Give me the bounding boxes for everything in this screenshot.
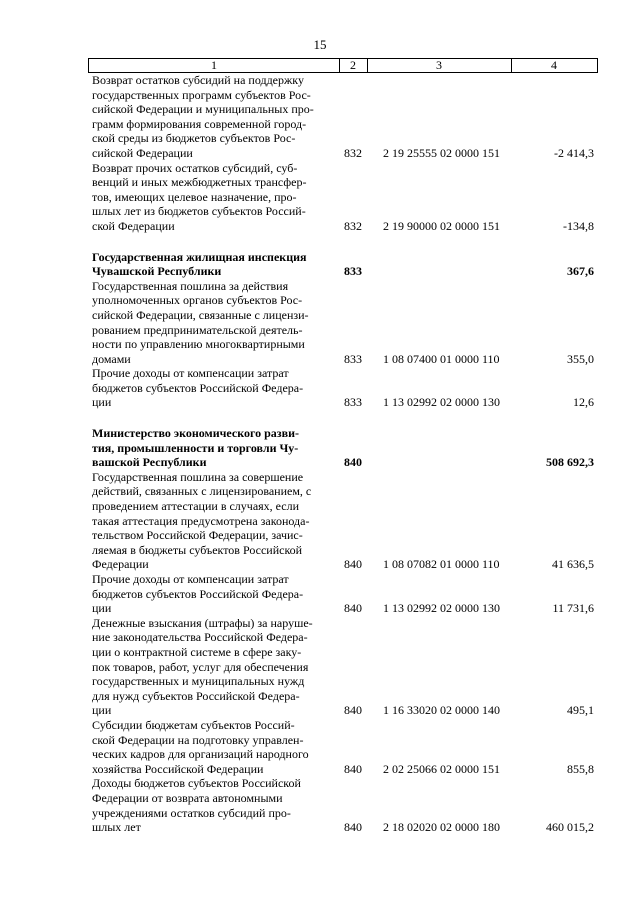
description-line: сийской Федерации и муниципальных про-	[92, 102, 314, 117]
description-line: Государственная пошлина за совершение	[92, 469, 304, 484]
description-line: ской Федерации на подготовку управлен-	[92, 732, 304, 747]
description-line: учреждениями остатков субсидий про-	[92, 805, 291, 820]
table-row	[0, 776, 640, 834]
row-code: 840	[344, 761, 362, 776]
description-line: Прочие доходы от компенсации затрат	[92, 572, 289, 586]
row-amount: 495,1	[567, 703, 594, 718]
row-kbk: 1 08 07400 01 0000 110	[383, 351, 500, 366]
row-code: 832	[344, 145, 362, 160]
description-line: ляемая в бюджеты субъектов Российской	[92, 542, 303, 557]
row-description	[92, 776, 338, 834]
description-line: Прочие доходы от компенсации затрат	[92, 366, 289, 381]
description-line: ции	[92, 395, 112, 410]
description-line: проведением аттестации в случаях, если	[92, 499, 300, 514]
description-line: Государственная жилищная инспекция	[92, 249, 307, 264]
description-line: уполномоченных органов субъектов Рос-	[92, 293, 303, 308]
description-line: для нужд субъектов Российской Федера-	[92, 688, 300, 703]
table-row	[0, 718, 640, 776]
description-line: хозяйства Российской Федерации	[92, 761, 264, 776]
description-line: ние законодательства Российской Федера-	[92, 630, 308, 645]
row-code: 833	[344, 264, 362, 279]
description-line: Федерации от возврата автономными	[92, 790, 283, 805]
description-line: ской среды из бюджетов субъектов Рос-	[92, 131, 296, 146]
description-line: Федерации	[92, 557, 149, 572]
description-line: венций и иных межбюджетных трансфер-	[92, 175, 307, 190]
description-line: ческих кадров для организаций народного	[92, 747, 309, 762]
description-line: Доходы бюджетов субъектов Российской	[92, 776, 301, 791]
description-line: такая аттестация предусмотрена законода-	[92, 513, 310, 528]
row-code: 833	[344, 395, 362, 410]
description-line: сийской Федерации, связанные с лицензи-	[92, 307, 309, 322]
row-description	[92, 572, 338, 616]
description-line: тельством Российской Федерации, зачис-	[92, 528, 303, 543]
description-line: шлых лет из бюджетов субъектов Россий-	[92, 204, 306, 219]
table-header-row	[88, 58, 598, 73]
description-line: ции	[92, 601, 112, 616]
row-description	[92, 426, 338, 470]
row-description	[92, 718, 338, 776]
row-code: 840	[344, 557, 362, 572]
row-kbk: 1 16 33020 02 0000 140	[383, 703, 500, 718]
organization-row	[0, 426, 640, 470]
table-row	[0, 73, 640, 161]
description-line: грамм формирования современной город-	[92, 116, 307, 131]
table-body	[0, 73, 640, 835]
row-description	[92, 250, 338, 279]
row-amount: 367,6	[567, 264, 594, 279]
description-line: домами	[92, 351, 131, 366]
row-code: 840	[344, 703, 362, 718]
row-amount: 41 636,5	[552, 557, 594, 572]
row-amount: -134,8	[563, 218, 594, 233]
header-col-4: 4	[551, 58, 557, 72]
description-line: государственных и муниципальных нужд	[92, 674, 305, 689]
table-row	[0, 470, 640, 572]
row-description	[92, 73, 338, 161]
row-kbk: 2 19 90000 02 0000 151	[383, 218, 500, 233]
row-kbk: 1 13 02992 02 0000 130	[383, 601, 500, 616]
description-line: тия, промышленности и торговли Чу-	[92, 440, 299, 455]
row-amount: 11 731,6	[552, 601, 594, 616]
description-line: вашской Республики	[92, 455, 207, 470]
description-line: шлых лет	[92, 820, 141, 835]
description-line: Министерство экономического разви-	[92, 426, 299, 441]
page-number: 15	[313, 37, 327, 52]
header-col-2: 2	[339, 59, 368, 72]
description-line: ции о контрактной системе в сфере заку-	[92, 644, 302, 659]
description-line: Денежные взыскания (штрафы) за наруше-	[92, 615, 313, 630]
row-description	[92, 616, 338, 718]
table-row	[0, 161, 640, 234]
row-amount: 855,8	[567, 761, 594, 776]
row-amount: 508 692,3	[546, 455, 594, 470]
row-code: 832	[344, 218, 362, 233]
description-line: Возврат прочих остатков субсидий, суб-	[92, 160, 298, 175]
header-col-1: 1	[89, 59, 340, 72]
row-description	[92, 366, 338, 410]
table-row	[0, 572, 640, 616]
description-line: бюджетов субъектов Российской Федера-	[92, 586, 304, 601]
description-line: Возврат остатков субсидий на поддержку	[92, 73, 304, 87]
description-line: рованием предпринимательской деятель-	[92, 322, 303, 337]
description-line: Чувашской Республики	[92, 264, 222, 279]
row-amount: 12,6	[573, 395, 594, 410]
row-amount: 355,0	[567, 351, 594, 366]
description-line: ской Федерации	[92, 218, 175, 233]
description-line: действий, связанных с лицензированием, с	[92, 484, 312, 499]
table-row	[0, 279, 640, 367]
description-line: государственных программ субъектов Рос-	[92, 87, 311, 102]
row-code: 840	[344, 820, 362, 835]
organization-row	[0, 250, 640, 279]
row-description	[92, 279, 338, 367]
row-amount: 460 015,2	[546, 820, 594, 835]
description-line: сийской Федерации	[92, 145, 193, 160]
description-line: бюджетов субъектов Российской Федера-	[92, 380, 304, 395]
row-kbk: 1 08 07082 01 0000 110	[383, 557, 500, 572]
header-col-3: 3	[367, 59, 512, 72]
row-kbk: 1 13 02992 02 0000 130	[383, 395, 500, 410]
description-line: Субсидии бюджетам субъектов Россий-	[92, 717, 295, 732]
description-line: пок товаров, работ, услуг для обеспечения	[92, 659, 309, 674]
row-amount: -2 414,3	[554, 145, 594, 160]
row-kbk: 2 19 25555 02 0000 151	[383, 145, 500, 160]
row-code: 833	[344, 351, 362, 366]
description-line: Государственная пошлина за действия	[92, 278, 289, 293]
row-description	[92, 470, 338, 572]
row-kbk: 2 02 25066 02 0000 151	[383, 761, 500, 776]
description-line: ции	[92, 703, 112, 718]
row-kbk: 2 18 02020 02 0000 180	[383, 820, 500, 835]
row-code: 840	[344, 601, 362, 616]
table-row	[0, 366, 640, 410]
description-line: тов, имеющих целевое назначение, про-	[92, 189, 297, 204]
description-line: ности по управлению многоквартирными	[92, 337, 305, 352]
row-description	[92, 161, 338, 234]
table-row	[0, 616, 640, 718]
row-code: 840	[344, 455, 362, 470]
